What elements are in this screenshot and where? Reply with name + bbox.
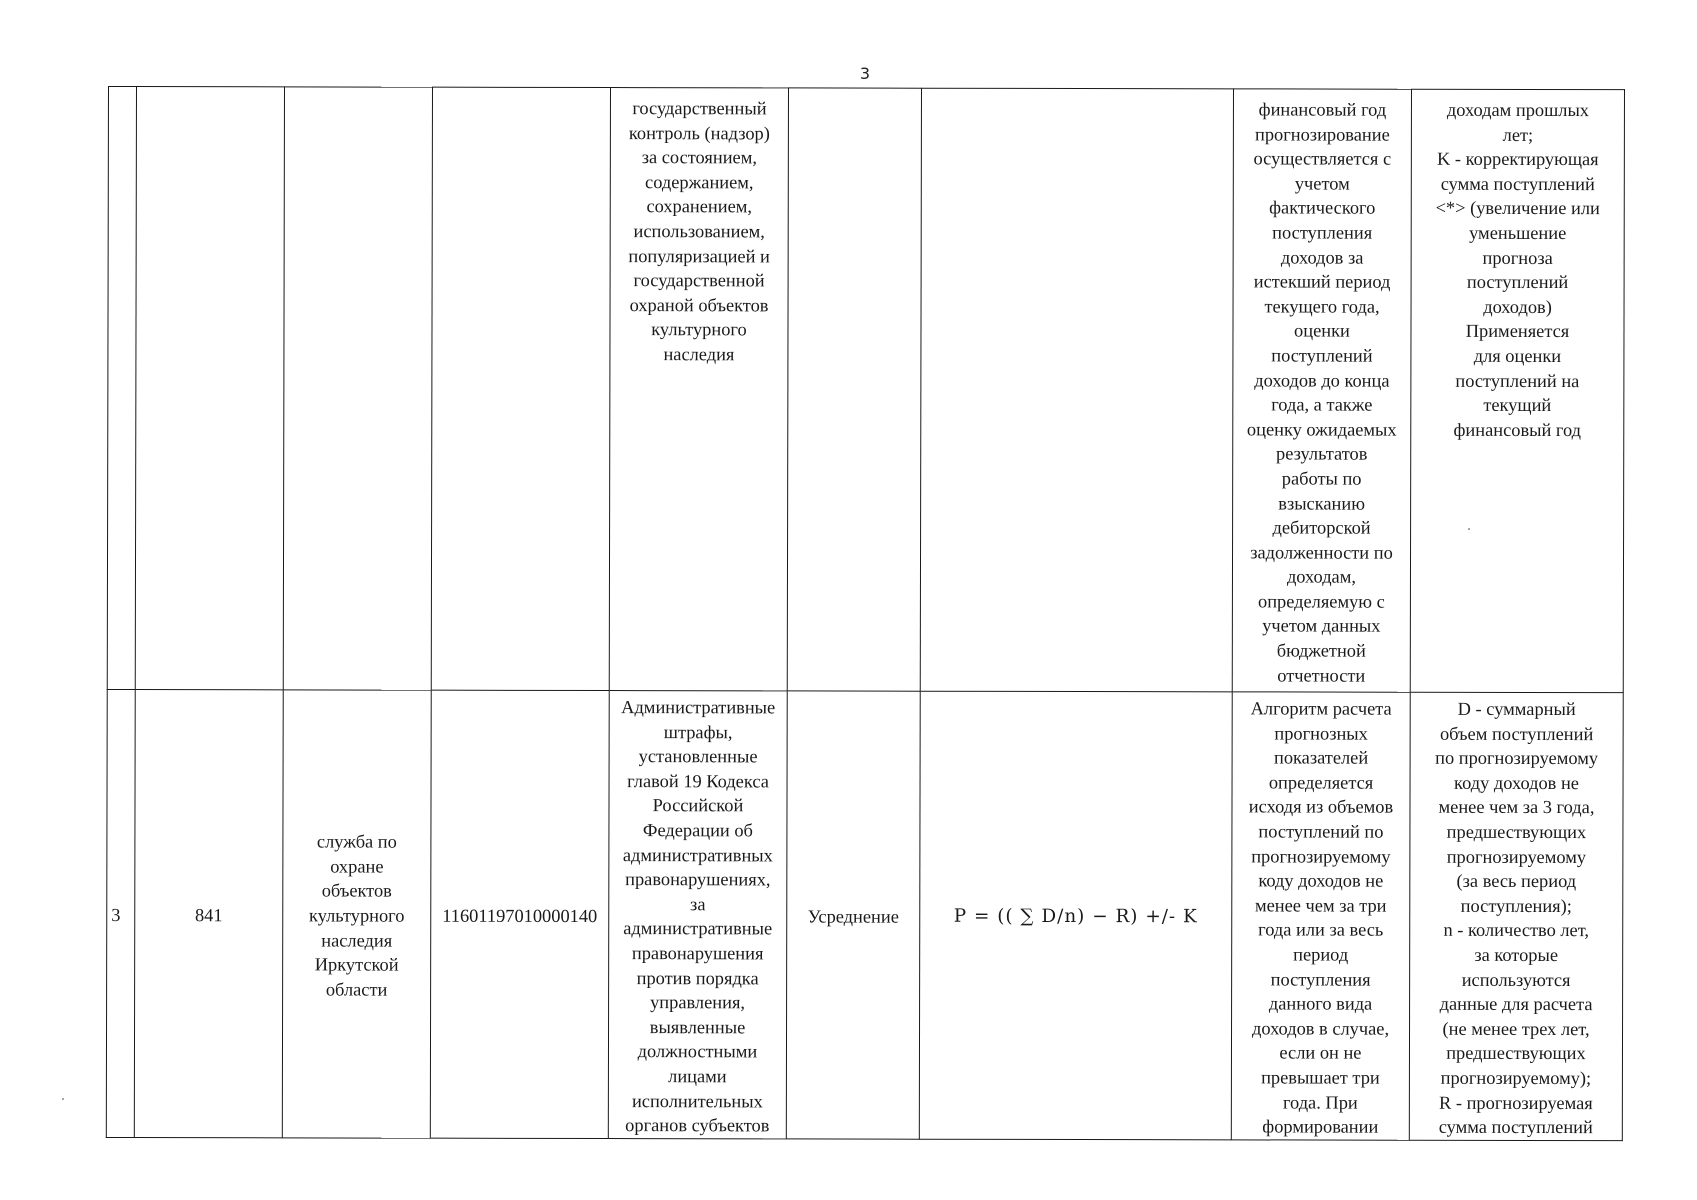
scan-speck (1468, 528, 1470, 530)
cell-indicators: доходам прошлых лет; K - корректирующая сумма поступлений <*> (увеличение или уменьшение прогноза поступлений доходов) Применяется для оценки поступлений на текущий финансовый год (1410, 89, 1624, 692)
cell-indicators: D - суммарный объем поступлений по прогнозируемому коду доходов не менее чем за 3 года, предшествующих прогнозируемому (за весь период поступления); n - количество лет, за которые используются данные для расчета (не менее трех лет, предшествующих прогнозируемому); R - прогнозируемая сумма поступлений (1409, 692, 1623, 1140)
cell-kbk-code: 11601197010000140 (430, 690, 609, 1138)
cell-admin-code: 841 (134, 690, 283, 1138)
table-row-continued (107, 87, 1624, 693)
cell-admin-name: служба по охране объектов культурного наследия Иркутской области (282, 690, 431, 1138)
cell-method (787, 88, 921, 691)
cell-revenue-name: государственный контроль (надзор) за состоянием, содержанием, сохранением, использованием, популяризацией и государственной охраной объектов культурного наследия (609, 88, 788, 691)
cell-formula (920, 88, 1233, 692)
cell-formula: P = (( ∑ D/n) − R) +/- K (919, 691, 1232, 1139)
cell-admin-code (135, 87, 284, 690)
cell-revenue-name: Административные штрафы, установленные главой 19 Кодекса Российской Федерации об административных правонарушениях, за административные правонарушения против порядка управления, выявленные должностными лицами исполнительных органов субъектов (608, 691, 787, 1139)
cell-number (107, 87, 136, 690)
page-number: 3 (859, 64, 871, 83)
methodology-table (106, 86, 1625, 1141)
cell-number: 3 (106, 689, 135, 1137)
cell-algorithm: финансовый год прогнозирование осуществляется с учетом фактического поступления доходов за истекший период текущего года, оценки поступлений доходов до конца года, а также оценку ожидаемых результатов работы по взысканию дебиторской задолженности по доходам, определяемую с учетом данных бюджетной отчетности (1232, 89, 1411, 692)
cell-algorithm: Алгоритм расчета прогнозных показателей определяется исходя из объемов поступлений по прогнозируемому коду доходов не менее чем за три года или за весь период поступления данного вида доходов в случае, если он не превышает три года. При формировании (1231, 692, 1410, 1140)
cell-admin-name (283, 87, 432, 690)
cell-kbk-code (431, 87, 610, 690)
table-row-3 (106, 689, 1623, 1140)
cell-method: Усреднение (786, 691, 920, 1139)
scan-speck (62, 1098, 64, 1100)
